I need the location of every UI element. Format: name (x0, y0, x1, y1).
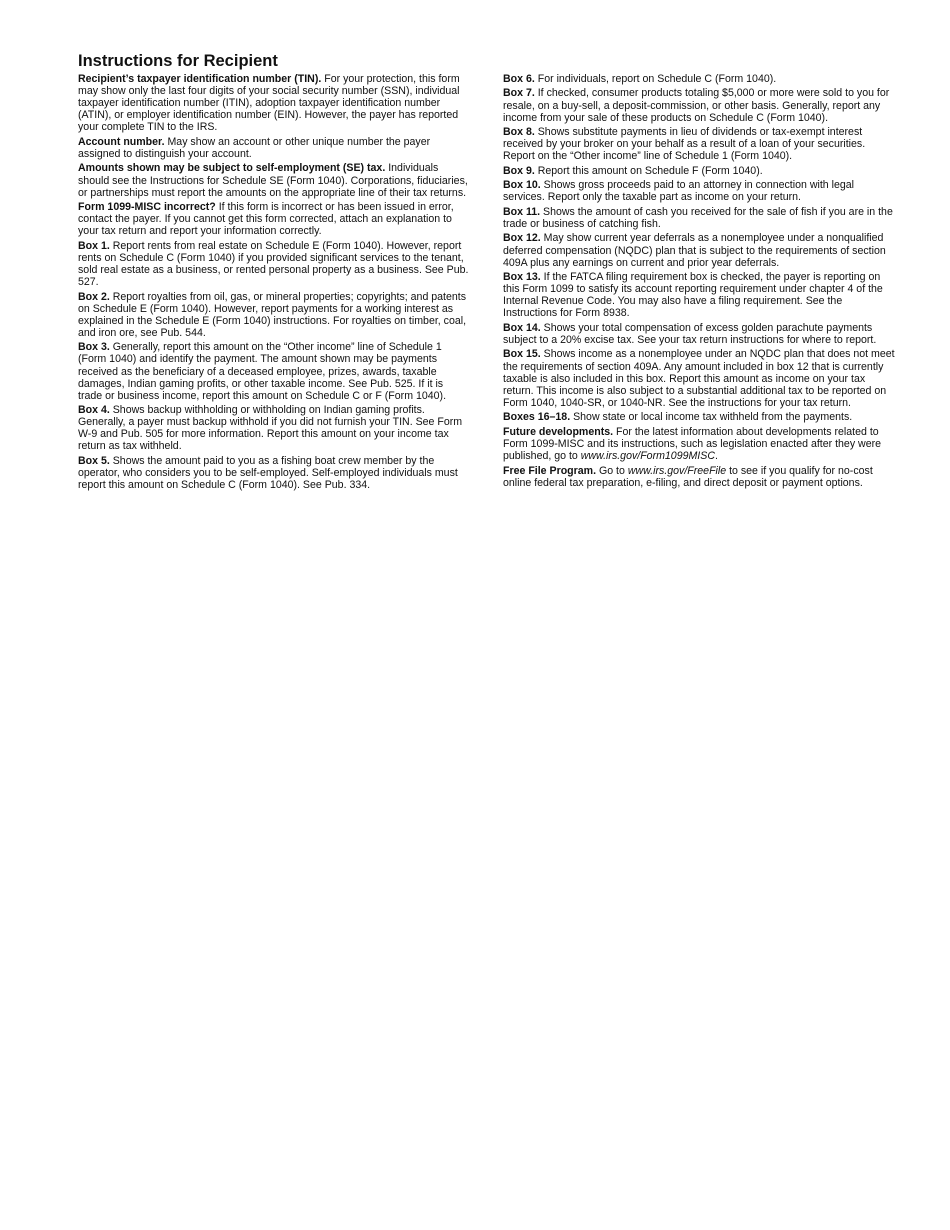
page-title: Instructions for Recipient (78, 52, 278, 70)
paragraph-box-9 (503, 165, 895, 177)
paragraph-text: Go to (596, 464, 628, 477)
paragraph-free-file (503, 465, 895, 489)
paragraph-label: Amounts shown may be subject to self-employment (SE) tax. (78, 162, 386, 175)
paragraph-text: For the latest information about developments related to Form 1099-MISC and its instructions, such as legislation enacted after they were published, go to (503, 425, 882, 463)
paragraph-box-14 (503, 322, 895, 346)
paragraph-box-12 (503, 232, 895, 268)
paragraph-box-2 (78, 291, 470, 339)
paragraph-label: Box 5. (78, 454, 110, 467)
paragraph-label: Box 1. (78, 239, 110, 252)
paragraph-text: Generally, report this amount on the “Other income” line of Schedule 1 (Form 1040) and identify the payment. The amount shown may be payments received as the beneficiary of a deceased employee, prizes, awards, taxable damages, Indian gaming profits, or other taxable income. See Pub. 525. If it is trade or business income, report this amount on Schedule C or F (Form 1040). (78, 341, 447, 402)
paragraph-text: Report rents from real estate on Schedule E (Form 1040). However, report rents on Schedule C (Form 1040) if you provided significant services to the tenant, sold real estate as a business, or rented personal property as a business. See Pub. 527. (78, 239, 469, 289)
paragraph-box-4 (78, 404, 470, 452)
paragraph-box-3 (78, 341, 470, 401)
paragraph-label: Box 14. (503, 321, 541, 334)
paragraph-text: If this form is incorrect or has been issued in error, contact the payer. If you cannot get this form corrected, attach an explanation to your tax return and report your information correctly. (78, 201, 454, 238)
paragraph-label: Account number. (78, 135, 165, 148)
paragraph-text: Shows gross proceeds paid to an attorney in connection with legal services. Report only the taxable part as income on your return. (503, 179, 854, 204)
paragraph-text: Shows the amount paid to you as a fishing boat crew member by the operator, who considers you to be self-employed. Self-employed individuals must report this amount on Schedule C (Form 1040). See Pub. 334. (78, 454, 458, 492)
paragraph-account-number (78, 136, 470, 160)
paragraph-box-5 (78, 455, 470, 491)
paragraph-text: Show state or local income tax withheld from the payments. (570, 411, 853, 424)
paragraph-text-end: . (714, 450, 718, 463)
paragraph-form-incorrect (78, 201, 470, 237)
paragraph-label: Box 9. (503, 164, 535, 177)
paragraph-box-13 (503, 271, 895, 319)
paragraph-future-developments (503, 426, 895, 462)
paragraph-text: Shows income as a nonemployee under an NQDC plan that does not meet the requirements of section 409A. Any amount included in box 12 that is currently taxable is also included in this box. Report this amount as income on your tax return. This income is also subject to a substantial additional tax to be reported on Form 1040, 1040-SR, or 1040-NR. See the instructions for your tax return. (503, 348, 895, 409)
paragraph-text: Report this amount on Schedule F (Form 1040). (534, 164, 763, 177)
paragraph-label: Box 8. (503, 126, 535, 139)
paragraph-label: Recipient’s taxpayer identification number (TIN). (78, 73, 322, 85)
paragraph-text: For your protection, this form may show only the last four digits of your social security number (SSN), individual taxpayer identification number (ITIN), adoption taxpayer identification number (ATIN), or employer identification number (EIN). However, the payer has reported your complete TIN to the IRS. (78, 73, 460, 134)
paragraph-boxes-16-18 (503, 411, 895, 423)
paragraph-label: Boxes 16–18. (503, 411, 571, 424)
paragraph-text: For individuals, report on Schedule C (Form 1040). (534, 73, 777, 85)
paragraph-text: May show current year deferrals as a nonemployee under a nonqualified deferred compensation (NQDC) plan that is subject to the requirements of section 409A plus any earnings on current and prior year deferrals. (503, 232, 886, 269)
paragraph-se-tax (78, 162, 470, 198)
irs-form-url: www.irs.gov/Form1099MISC (580, 450, 715, 463)
paragraph-label: Box 3. (78, 341, 110, 354)
paragraph-label: Box 11. (503, 205, 541, 218)
paragraph-box-8 (503, 126, 895, 162)
free-file-url: www.irs.gov/FreeFile (627, 464, 727, 477)
paragraph-label: Box 2. (78, 290, 110, 303)
paragraph-label: Box 13. (503, 271, 541, 284)
paragraph-text-end: to see if you qualify for no-cost online federal tax preparation, e-filing, and direct deposit or payment options. (503, 464, 873, 489)
paragraph-box-10 (503, 179, 895, 203)
paragraph-label: Box 10. (503, 179, 541, 192)
paragraph-box-7 (503, 87, 895, 123)
paragraph-box-11 (503, 206, 895, 230)
paragraph-label: Future developments. (503, 425, 614, 438)
paragraph-label: Box 12. (503, 232, 541, 245)
paragraph-label: Box 7. (503, 87, 535, 100)
paragraph-text: Report royalties from oil, gas, or mineral properties; copyrights; and patents on Schedule E (Form 1040). However, report payments for a working interest as explained in the Schedule E (Form 1040) instructions. For royalties on timber, coal, and iron ore, see Pub. 544. (78, 290, 467, 339)
paragraph-box-15 (503, 348, 895, 408)
paragraph-label: Box 4. (78, 404, 110, 417)
paragraph-text: Shows backup withholding or withholding on Indian gaming profits. Generally, a payer must backup withhold if you did not furnish your TIN. See Form W-9 and Pub. 505 for more information. Report this amount on your income tax return as tax withheld. (78, 404, 463, 453)
paragraph-recipient-tin (78, 73, 470, 133)
paragraph-label: Form 1099-MISC incorrect? (78, 201, 216, 214)
paragraph-label: Free File Program. (503, 464, 597, 477)
paragraph-box-6 (503, 73, 895, 85)
paragraph-box-1 (78, 240, 470, 288)
paragraph-label: Box 15. (503, 348, 541, 361)
paragraph-text: Shows the amount of cash you received for the sale of fish if you are in the trade or business of catching fish. (503, 205, 893, 230)
paragraph-text: If the FATCA filing requirement box is checked, the payer is reporting on this Form 1099 to satisfy its account reporting requirement under chapter 4 of the Internal Revenue Code. You may also have a filing requirement. See the Instructions for Form 8938. (503, 271, 883, 320)
paragraph-text: Individuals should see the Instructions for Schedule SE (Form 1040). Corporations, fiduciaries, or partnerships must report the amounts on the appropriate line of their tax returns. (78, 162, 468, 199)
left-column (78, 73, 470, 494)
paragraph-text: Shows substitute payments in lieu of dividends or tax-exempt interest received by your broker on your behalf as a result of a loan of your securities. Report on the “Other income” line of Schedule 1 (Form 1040). (503, 126, 866, 163)
right-column (503, 73, 895, 491)
paragraph-text: May show an account or other unique number the payer assigned to distinguish your account. (78, 135, 431, 160)
paragraph-text: If checked, consumer products totaling $5,000 or more were sold to you for resale, on a buy-sell, a deposit-commission, or other basis. Generally, report any income from your sale of these products on Schedule C (Form 1040). (503, 87, 890, 124)
paragraph-text: Shows your total compensation of excess golden parachute payments subject to a 20% excise tax. See your tax return instructions for where to report. (503, 321, 877, 346)
paragraph-label: Box 6. (503, 73, 535, 85)
